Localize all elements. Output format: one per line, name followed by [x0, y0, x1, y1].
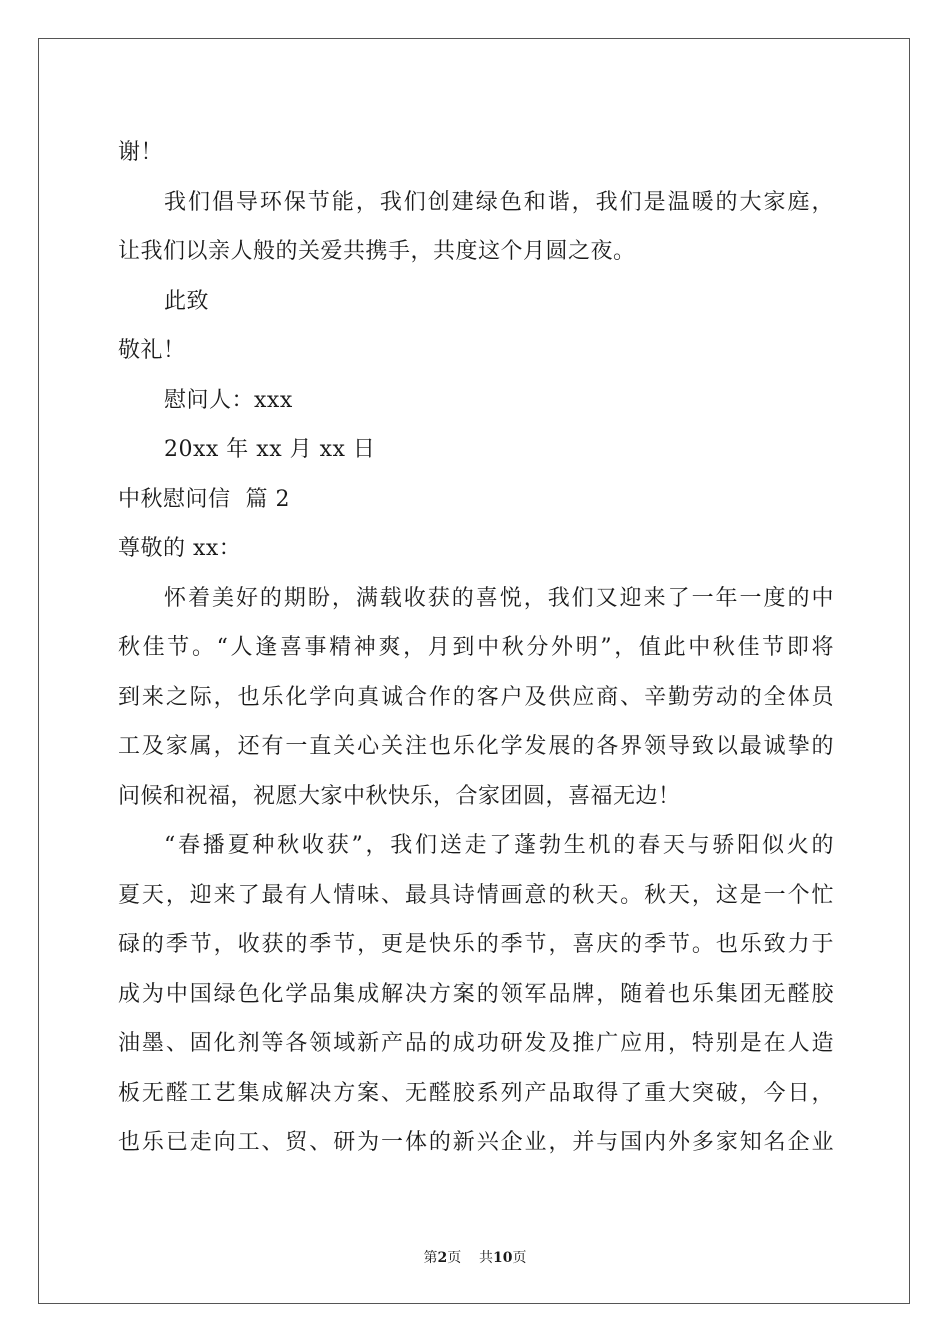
text-line: 工及家属，还有一直关心关注也乐化学发展的各界领导致以最诚挚的	[118, 734, 834, 759]
text-line: 也乐已走向工、贸、研为一体的新兴企业，并与国内外多家知名企业	[118, 1130, 834, 1155]
text-line: 我们倡导环保节能，我们创建绿色和谐，我们是温暖的大家庭，	[164, 189, 834, 215]
greeting-line: 尊敬的 xx：	[118, 536, 242, 561]
text-line: 怀着美好的期盼，满载收获的喜悦，我们又迎来了一年一度的中	[164, 585, 834, 611]
text-line: “春播夏种秋收获”，我们送走了蓬勃生机的春天与骄阳似火的	[164, 833, 834, 858]
section-heading: 中秋慰问信 篇 2	[118, 486, 290, 512]
total-suffix: 页	[512, 1250, 527, 1266]
text-line: 夏天，迎来了最有人情味、最具诗情画意的秋天。秋天，这是一个忙	[118, 882, 834, 908]
text-line: 秋佳节。“人逢喜事精神爽，月到中秋分外明”，值此中秋佳节即将	[118, 635, 834, 660]
closing-salutation: 此致	[164, 288, 210, 314]
text-line: 让我们以亲人般的关爱共携手，共度这个月圆之夜。	[118, 239, 636, 264]
date-line: 20xx 年 xx 月 xx 日	[164, 437, 376, 462]
text-line: 板无醛工艺集成解决方案、无醛胶系列产品取得了重大突破，今日，	[118, 1080, 834, 1106]
page-suffix: 页	[447, 1250, 462, 1266]
page-footer	[0, 1247, 950, 1267]
text-line: 成为中国绿色化学品集成解决方案的领军品牌，随着也乐集团无醛胶	[118, 981, 834, 1007]
total-prefix: 共	[479, 1250, 494, 1266]
sender-line: 慰问人：xxx	[164, 387, 293, 413]
page-number: 2	[437, 1250, 448, 1266]
document-body	[118, 128, 834, 1168]
text-line: 到来之际，也乐化学向真诚合作的客户及供应商、辛勤劳动的全体员	[118, 684, 834, 710]
total-pages: 10	[493, 1250, 513, 1266]
text-line: 谢！	[118, 140, 164, 165]
text-line: 碌的季节，收获的季节，更是快乐的季节，喜庆的季节。也乐致力于	[118, 932, 834, 957]
text-line: 油墨、固化剂等各领域新产品的成功研发及推广应用，特别是在人造	[118, 1031, 834, 1056]
text-line: 问候和祝福，祝愿大家中秋快乐，合家团圆，喜福无边！	[118, 783, 681, 809]
closing-respect: 敬礼！	[118, 338, 186, 363]
page-prefix: 第	[423, 1250, 438, 1266]
